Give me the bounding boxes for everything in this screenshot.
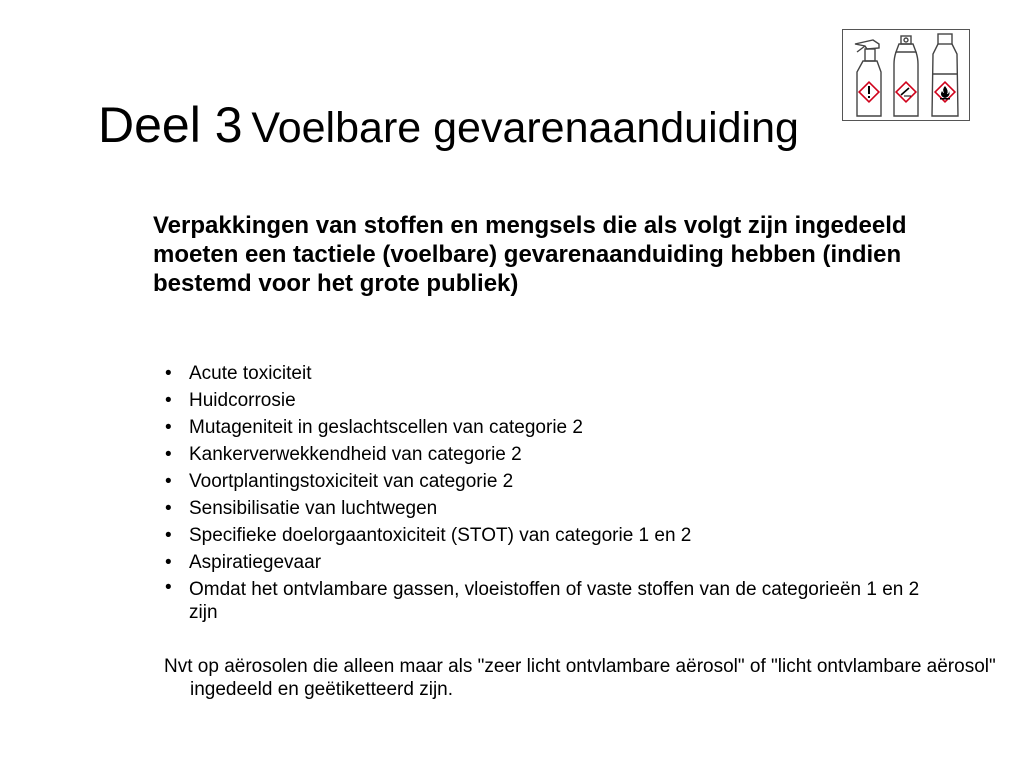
list-item [163,495,923,522]
bullet-marker: • [165,577,172,598]
slide-title [98,97,799,153]
list-item-text: Kankerverwekkendheid van categorie 2 [189,444,522,465]
bullet-marker: • [165,444,172,465]
list-item-text: Omdat het ontvlambare gassen, vloeistoffen of vaste stoffen van de categorieën 1 en 2 zijn [189,579,920,623]
spray-bottle-icon [855,40,881,116]
bullet-marker: • [165,417,172,438]
bullet-marker: • [165,498,172,519]
list-item [163,549,923,576]
bottle-icon [932,34,958,116]
list-item-text: Huidcorrosie [189,390,296,411]
corrosion-pictogram-icon [896,82,916,102]
list-item [163,522,923,549]
list-item-text: Acute toxiciteit [189,363,312,384]
title-sub: Voelbare gevarenaanduiding [251,104,799,152]
title-main: Deel 3 [98,97,243,153]
bullet-marker: • [165,552,172,573]
list-item-text: Mutageniteit in geslachtscellen van categorie 2 [189,417,583,438]
bullet-marker: • [165,471,172,492]
list-item [163,387,923,414]
bullet-marker: • [165,363,172,384]
list-item-text: Specifieke doelorgaantoxiciteit (STOT) van categorie 1 en 2 [189,525,692,546]
list-item [163,414,923,441]
aerosol-can-icon [894,36,918,116]
list-item [163,441,923,468]
hazard-packaging-image [842,29,970,121]
exclamation-pictogram-icon [859,82,879,102]
bullet-marker: • [165,525,172,546]
list-item [163,576,923,624]
list-item-text: Aspiratiegevaar [189,552,322,573]
list-item-text: Voortplantingstoxiciteit van categorie 2 [189,471,514,492]
flame-pictogram-icon [935,82,955,102]
list-item-text: Sensibilisatie van luchtwegen [189,498,438,519]
hazard-packaging-illustration [843,30,969,120]
aerosol-exception-note: Nvt op aërosolen die alleen maar als "zeer licht ontvlambare aërosol" of "licht ontvlambare aërosol" ingedeeld en geëtiketteerd zijn. [164,656,996,700]
list-item [163,468,923,495]
intro-paragraph: Verpakkingen van stoffen en mengsels die als volgt zijn ingedeeld moeten een tactiele (voelbare) gevarenaanduiding hebben (indien bestemd voor het grote publiek) [153,212,907,297]
list-item [163,360,923,387]
hazard-class-list [163,360,923,624]
bullet-marker: • [165,390,172,411]
